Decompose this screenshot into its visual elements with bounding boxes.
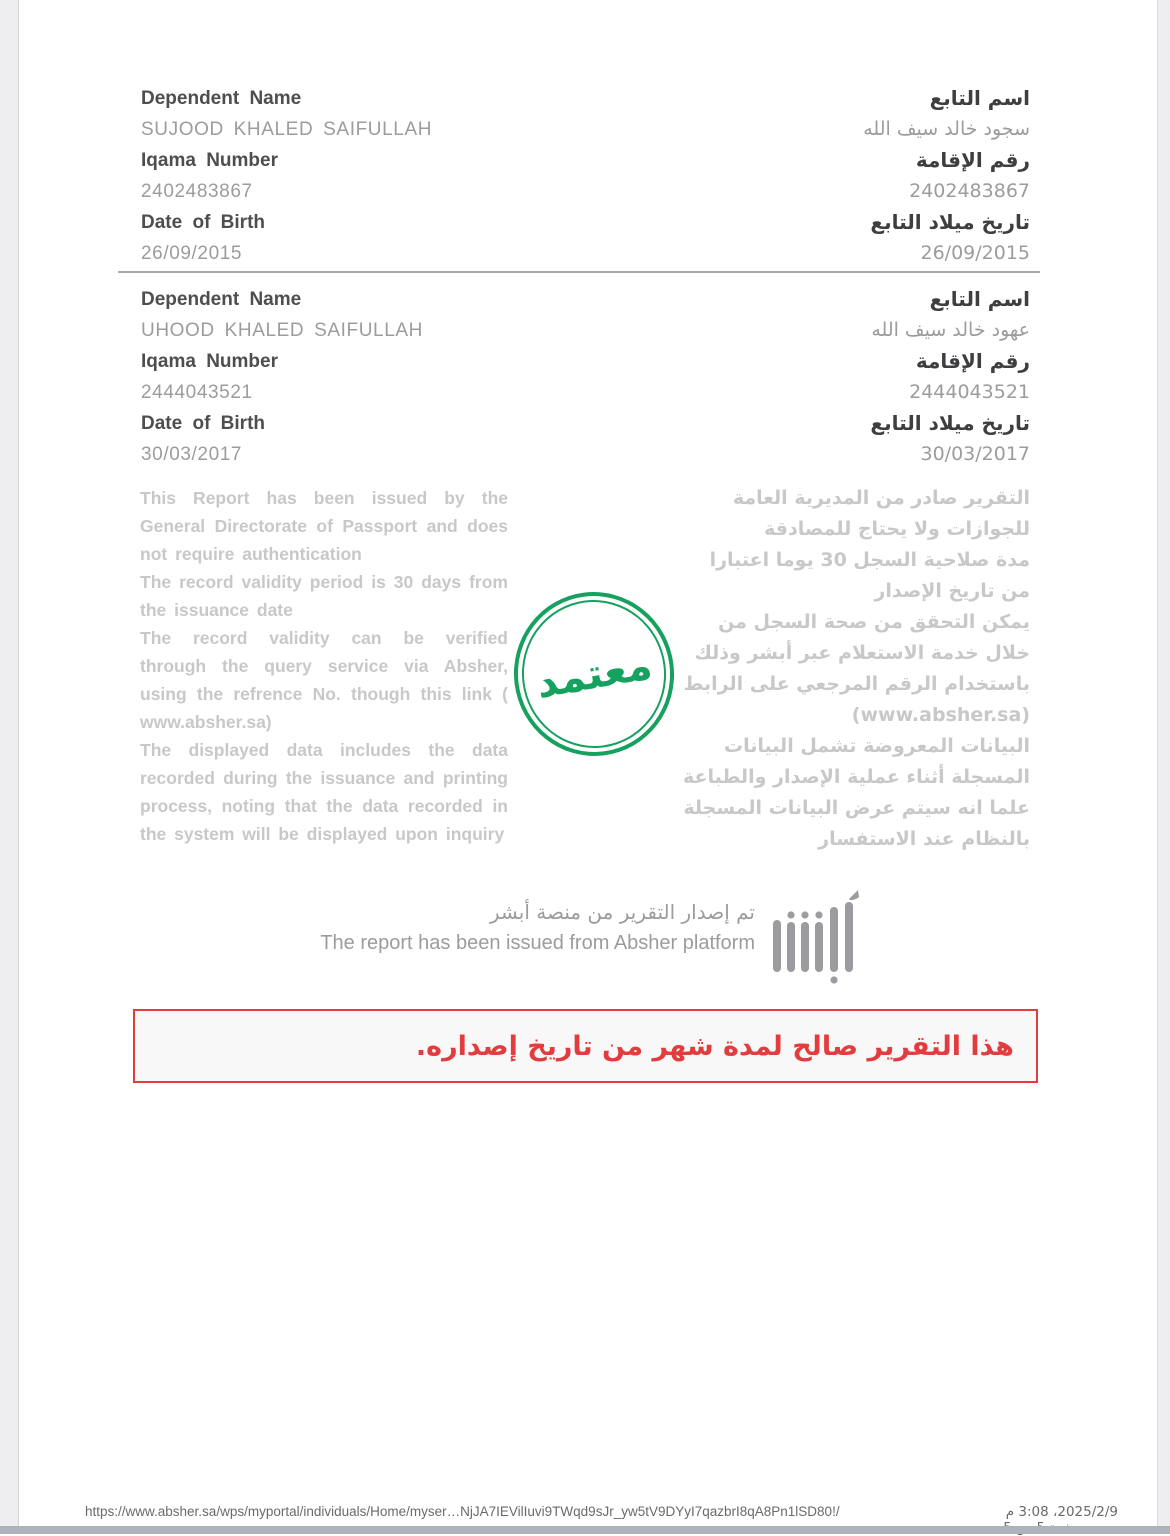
field-label-arabic: تاريخ ميلاد التابع xyxy=(870,411,1030,435)
disclaimer-paragraph-arabic: يمكن التحقق من صحة السجل من خلال خدمة الاستعلام عبر أبشر وذلك باستخدام الرقم المرجعي على الرابط (www.absher.sa) xyxy=(683,611,1030,726)
field-label: Dependent Name xyxy=(141,289,302,310)
record-2-english-column xyxy=(141,284,423,470)
disclaimer-paragraph: The record validity period is 30 days from the issuance date xyxy=(140,572,508,620)
field-label: Iqama Number xyxy=(141,150,278,171)
disclaimer-paragraph-arabic: مدة صلاحية السجل 30 يوما اعتبارا من تاريخ الإصدار xyxy=(709,549,1030,602)
disclaimer-english xyxy=(140,484,508,848)
approved-stamp xyxy=(505,583,684,765)
disclaimer-paragraph: This Report has been issued by the General Directorate of Passport and does not require authentication xyxy=(140,488,508,564)
field-label: Date of Birth xyxy=(141,413,265,434)
issued-from-absher-arabic: تم إصدار التقرير من منصة أبشر xyxy=(489,900,755,924)
field-value-arabic: 2402483867 xyxy=(909,180,1030,202)
field-value-arabic: 30/03/2017 xyxy=(920,443,1030,465)
record-divider xyxy=(118,271,1040,273)
field-label-arabic: تاريخ ميلاد التابع xyxy=(870,210,1030,234)
footer-datetime: 2025/2/9، 3:08 م xyxy=(1005,1504,1118,1520)
record-1-english-column xyxy=(141,83,432,269)
field-value: 26/09/2015 xyxy=(141,243,243,264)
field-value: 2402483867 xyxy=(141,181,253,202)
validity-notice-text: هذا التقرير صالح لمدة شهر من تاريخ إصداره. xyxy=(415,1030,1014,1062)
validity-notice-box xyxy=(133,1009,1038,1083)
disclaimer-paragraph-arabic: التقرير صادر من المديرية العامة للجوازات ولا يحتاج للمصادقة xyxy=(732,487,1030,540)
field-label-arabic: رقم الإقامة xyxy=(915,148,1030,172)
field-value: SUJOOD KHALED SAIFULLAH xyxy=(141,119,433,140)
field-value-arabic: سجود خالد سيف الله xyxy=(863,118,1030,140)
disclaimer-paragraph-arabic: البيانات المعروضة تشمل البيانات المسجلة أثناء عملية الإصدار والطباعة xyxy=(683,735,1030,788)
page-left-margin xyxy=(0,0,19,1534)
field-value: UHOOD KHALED SAIFULLAH xyxy=(141,320,423,341)
stamp-label: معتمد xyxy=(532,640,656,708)
field-label-arabic: اسم التابع xyxy=(929,287,1030,311)
page-bottom-edge xyxy=(0,1526,1170,1534)
disclaimer-paragraph: The record validity can be verified through the query service via Absher, using the refrence No. though this link ( www.absher.sa) xyxy=(140,628,508,732)
absher-logo-icon xyxy=(770,889,862,987)
field-label: Iqama Number xyxy=(141,351,278,372)
field-label-arabic: اسم التابع xyxy=(929,86,1030,110)
field-value-arabic: 26/09/2015 xyxy=(920,242,1030,264)
field-label: Dependent Name xyxy=(141,88,302,109)
page-right-margin xyxy=(1157,0,1170,1534)
disclaimer-arabic xyxy=(678,483,1030,855)
field-label: Date of Birth xyxy=(141,212,265,233)
record-2-arabic-column xyxy=(870,284,1030,470)
record-1-arabic-column xyxy=(863,83,1030,269)
footer-url: https://www.absher.sa/wps/myportal/individuals/Home/myser…NjJA7IEVilIuvi9TWqd9sJr_yw5tV9DYyI7qazbrI8qA8Pn1lSD80!/ xyxy=(85,1504,840,1519)
field-label-arabic: رقم الإقامة xyxy=(915,349,1030,373)
field-value-arabic: عهود خالد سيف الله xyxy=(871,319,1030,341)
field-value: 2444043521 xyxy=(141,382,253,403)
disclaimer-paragraph-arabic: علما انه سيتم عرض البيانات المسجلة بالنظام عند الاستفسار xyxy=(683,797,1030,850)
field-value: 30/03/2017 xyxy=(141,444,243,465)
disclaimer-paragraph: The displayed data includes the data recorded during the issuance and printing process, noting that the data recorded in the system will be displayed upon inquiry xyxy=(140,740,508,844)
field-value-arabic: 2444043521 xyxy=(909,381,1030,403)
issued-from-absher-english: The report has been issued from Absher platform xyxy=(320,932,755,954)
